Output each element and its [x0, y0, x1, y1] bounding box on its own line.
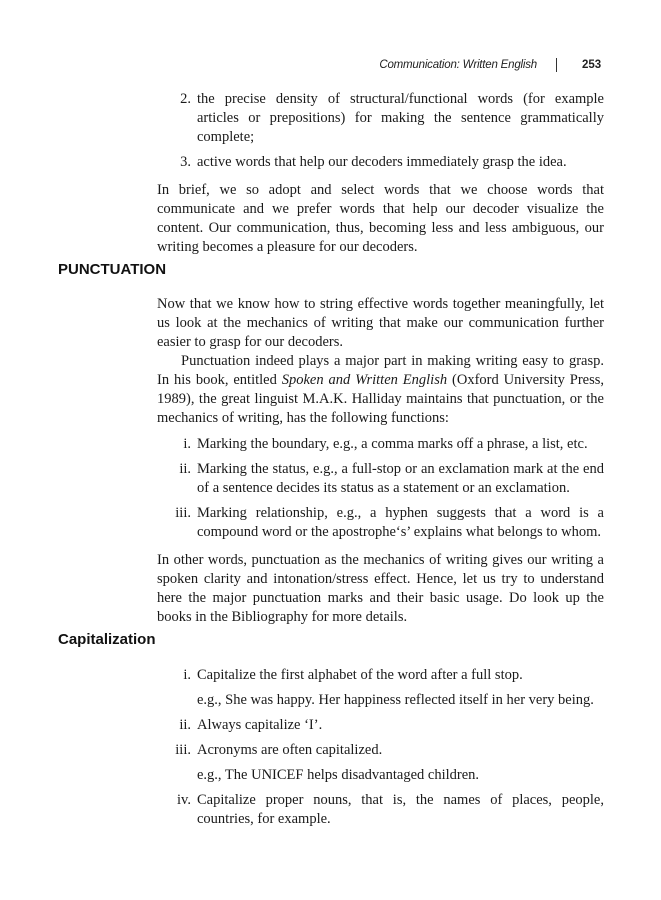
list-item-text: active words that help our decoders immediately grasp the idea. [197, 154, 567, 170]
list-item-number: iii. [175, 742, 191, 758]
list-item [157, 716, 604, 735]
example-text: e.g., She was happy. Her happiness reflected itself in her very being. [197, 692, 594, 708]
list-item-number: ii. [179, 461, 191, 477]
list-item-text: Marking relationship, e.g., a hyphen suggests that a word is a compound word or the apostrophe‘s’ explains what belongs to whom. [197, 505, 604, 540]
punctuation-intro: Now that we know how to string effective words together meaningfully, let us look at the mechanics of writing that make our communication further easier to grasp for our decoders. [157, 296, 604, 350]
capitalization-heading: Capitalization [58, 631, 156, 648]
top-list-block [157, 90, 604, 257]
header-separator [556, 58, 557, 72]
running-header [0, 58, 661, 76]
punctuation-section [157, 295, 604, 627]
paragraph-text: Punctuation indeed plays a major part in making writing easy to grasp. In his book, entitled [157, 353, 604, 388]
list-item-text: Marking the boundary, e.g., a comma marks off a phrase, a list, etc. [197, 436, 588, 452]
page-number: 253 [582, 59, 602, 71]
paragraph-text: (Oxford University Press, 1989), the great linguist M.A.K. Halliday maintains that punctuation, or the mechanics of writing, has the following functions: [157, 372, 604, 426]
running-title: Communication: Written English [379, 59, 537, 71]
list-item-number: ii. [179, 717, 191, 733]
list-item [157, 666, 604, 710]
list-item-number: i. [183, 667, 191, 683]
top-list [157, 90, 604, 172]
list-item-text: the precise density of structural/functional words (for example articles or prepositions) for making the sentence grammatically complete; [197, 91, 604, 145]
list-item [157, 153, 604, 172]
list-item [157, 791, 604, 829]
book-title: Spoken and Written English [281, 372, 448, 388]
list-item-number: iii. [175, 505, 191, 521]
list-item-text: Always capitalize ‘I’. [197, 717, 323, 733]
list-item-text: Marking the status, e.g., a full-stop or an exclamation mark at the end of a sentence decides its status as a statement or an exclamation. [197, 461, 604, 496]
functions-list [157, 435, 604, 542]
list-item-number: iv. [177, 792, 191, 808]
list-item-text: Capitalize the first alphabet of the word after a full stop. [197, 667, 523, 683]
capitalization-section [157, 666, 604, 829]
list-item [157, 435, 604, 454]
list-item [157, 504, 604, 542]
example-text: e.g., The UNICEF helps disadvantaged children. [197, 767, 480, 783]
list-item [157, 741, 604, 785]
punctuation-closing: In other words, punctuation as the mechanics of writing gives our writing a spoken clarity and intonation/stress effect. Hence, let us try to understand here the major punctuation marks and their basic usage. Do look up the books in the Bibliography for more details. [157, 552, 604, 625]
list-item-text: Acronyms are often capitalized. [197, 742, 383, 758]
punctuation-paragraph [157, 352, 604, 428]
list-item [157, 90, 604, 147]
list-item-number: i. [183, 436, 191, 452]
brief-paragraph: In brief, we so adopt and select words that we choose words that communicate and we prefer words that help our decoder visualize the content. Our communication, thus, becoming less and less ambiguous, our writing becomes a pleasure for our decoders. [157, 182, 604, 255]
list-item-text: Capitalize proper nouns, that is, the names of places, people, countries, for example. [197, 792, 604, 827]
list-item-number: 3. [180, 154, 191, 170]
list-item-number: 2. [180, 91, 191, 107]
punctuation-heading: PUNCTUATION [58, 261, 167, 278]
list-item [157, 460, 604, 498]
capitalization-list [157, 666, 604, 829]
